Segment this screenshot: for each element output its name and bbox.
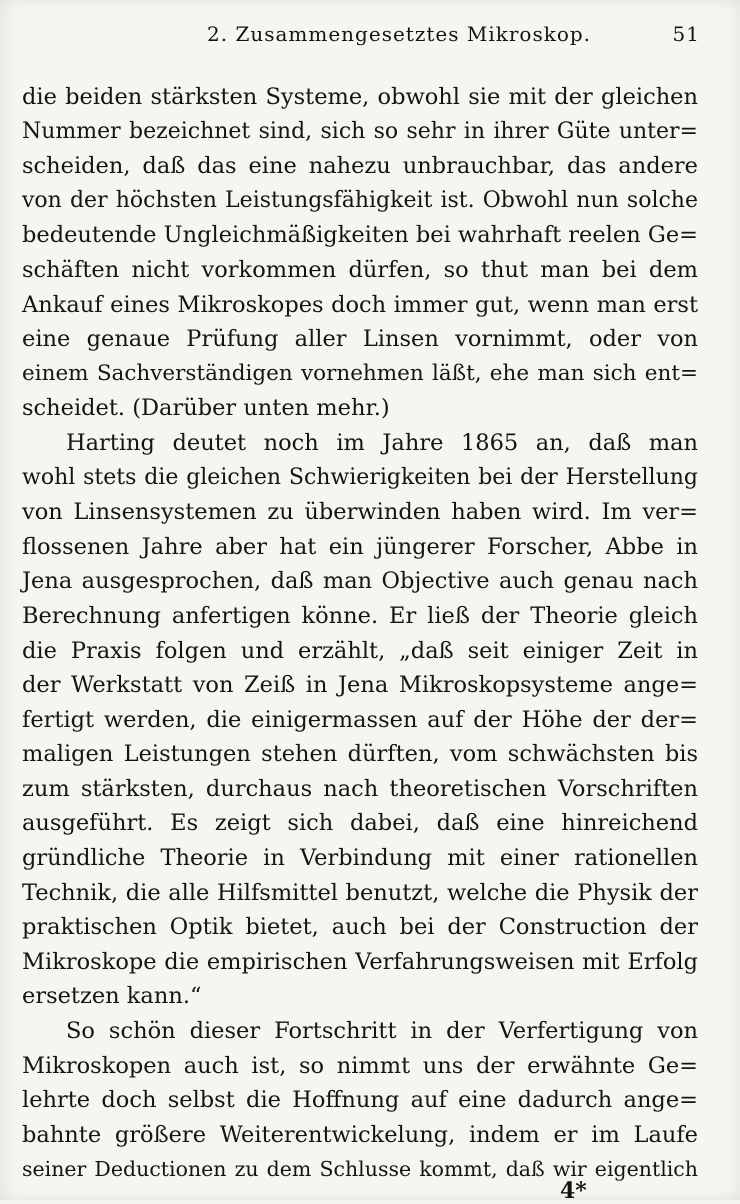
text-line: schäften nicht vorkommen dürfen, so thut man bei dem xyxy=(22,256,698,283)
signature-mark: 4* xyxy=(560,1178,587,1204)
text-line: eine genaue Prüfung aller Linsen vornimmt, oder von xyxy=(22,326,698,353)
running-title: 2. Zusammengesetztes Mikroskop. xyxy=(207,22,592,46)
text-line: maligen Leistungen stehen dürften, vom schwächsten bis xyxy=(22,741,698,768)
text-line: wohl stets die gleichen Schwierigkeiten bei der Herstellung xyxy=(22,464,698,490)
text-line: einem Sachverständigen vornehmen läßt, ehe man sich ent= xyxy=(22,360,698,386)
text-line: die beiden stärksten Systeme, obwohl sie mit der gleichen xyxy=(22,84,698,110)
text-line: zum stärksten, durchaus nach theoretischen Vorschriften xyxy=(22,775,698,802)
paragraph-end-line: scheidet. (Darüber unten mehr.) xyxy=(22,395,390,422)
text-line: flossenen Jahre aber hat ein jüngerer Forscher, Abbe in xyxy=(22,533,698,560)
text-line: Ankauf eines Mikroskopes doch immer gut, wenn man erst xyxy=(22,291,698,318)
text-line: scheiden, daß das eine nahezu unbrauchbar, das andere xyxy=(22,153,698,180)
text-line: Nummer bezeichnet sind, sich so sehr in ihrer Güte unter= xyxy=(22,118,698,144)
text-line: fertigt werden, die einigermassen auf der Höhe der der= xyxy=(22,706,698,733)
text-line: Mikroskope die empirischen Verfahrungsweisen mit Erfolg xyxy=(22,948,698,975)
paragraph-start-line: Harting deutet noch im Jahre 1865 an, daß man xyxy=(66,429,698,456)
text-line: bedeutende Ungleichmäßigkeiten bei wahrhaft reelen Ge= xyxy=(22,222,698,249)
text-line: praktischen Optik bietet, auch bei der Construction der xyxy=(22,914,698,941)
text-line: von der höchsten Leistungsfähigkeit ist. Obwohl nun solche xyxy=(22,187,698,213)
text-line: gründliche Theorie in Verbindung mit einer rationellen xyxy=(22,845,698,872)
text-line: die Praxis folgen und erzählt, „daß seit einiger Zeit in xyxy=(22,637,698,664)
text-line: der Werkstatt von Zeiß in Jena Mikroskopsysteme ange= xyxy=(22,672,698,699)
text-line: lehrte doch selbst die Hoffnung auf eine dadurch ange= xyxy=(22,1087,698,1114)
text-line: ausgeführt. Es zeigt sich dabei, daß eine hinreichend xyxy=(22,810,698,837)
page-header xyxy=(22,18,700,52)
text-line: Jena ausgesprochen, daß man Objective auch genau nach xyxy=(22,568,698,595)
text-line: von Linsensystemen zu überwinden haben wird. Im ver= xyxy=(22,499,698,526)
text-line: Technik, die alle Hilfsmittel benutzt, welche die Physik der xyxy=(22,879,698,906)
paragraph-end-line: ersetzen kann.“ xyxy=(22,983,202,1010)
body-text xyxy=(22,80,698,1187)
text-line: Berechnung anfertigen könne. Er ließ der Theorie gleich xyxy=(22,602,698,629)
text-line: Mikroskopen auch ist, so nimmt uns der erwähnte Ge= xyxy=(22,1052,698,1079)
text-line: seiner Deductionen zu dem Schlusse kommt, daß wir eigentlich xyxy=(22,1157,698,1182)
text-line: bahnte größere Weiterentwickelung, indem er im Laufe xyxy=(22,1121,698,1148)
paragraph-start-line: So schön dieser Fortschritt in der Verfertigung von xyxy=(66,1018,698,1045)
page-number: 51 xyxy=(672,22,700,46)
